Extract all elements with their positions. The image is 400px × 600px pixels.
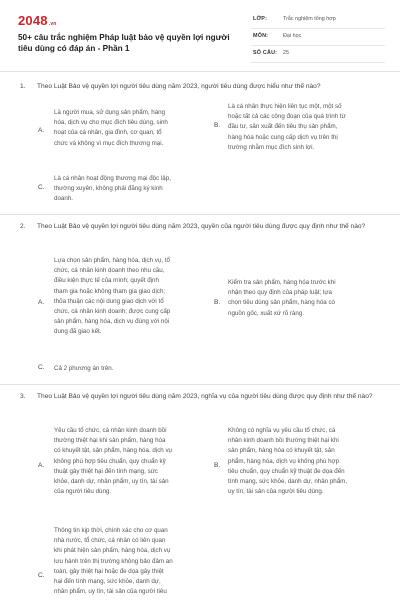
option-letter-c[interactable]: C.	[38, 184, 45, 191]
option-line: hóa, dịch vụ cho mục đích tiêu dùng, sinh	[54, 119, 168, 127]
question-number: 1.	[20, 83, 26, 90]
option-line: nhà nước, tổ chức, cá nhân có liên quan	[54, 537, 166, 545]
logo-suffix: .vn	[48, 21, 57, 27]
option-line: tham gia hoặc không tham gia giao dịch;	[54, 287, 166, 295]
option-line: Không có nghĩa vụ yêu cầu tổ chức, cá	[228, 427, 336, 434]
meta-row-class	[251, 12, 385, 29]
option-line: hoạt của cá nhân, gia đình, cơ quan, tổ	[54, 129, 162, 137]
question-divider	[0, 214, 400, 215]
option-line: hàng hóa hoặc cung cấp dịch vụ trên thị	[228, 133, 338, 141]
option-letter-a[interactable]: A.	[38, 299, 45, 306]
option-line: nhận theo quy định của pháp luật; lựa	[228, 289, 332, 297]
option-line: uy tín, tài sản của người tiêu dùng.	[228, 488, 324, 496]
option-letter-b[interactable]: B.	[214, 299, 221, 306]
option-line: thỏa thuận các nội dung giao dịch với tổ	[54, 297, 164, 305]
option-c[interactable]	[54, 526, 219, 597]
site-logo[interactable]	[18, 13, 57, 28]
meta-label-class: LỚP:	[253, 16, 268, 22]
option-line: nhân phẩm, uy tín, tài sản của người tiêu	[54, 588, 167, 596]
meta-label-subject: MÔN:	[253, 33, 269, 39]
option-line: Là cá nhân thực hiện liên tục một, một số	[228, 103, 342, 110]
option-line: tiêu chuẩn, quy chuẩn kỹ thuật đe dọa đến	[228, 467, 345, 475]
meta-value-count: 25	[283, 50, 289, 56]
option-line: hại đến tính mạng, sức khỏe, danh dự,	[54, 578, 161, 586]
option-line: khi phát hiện sản phẩm, hàng hóa, dịch vụ	[54, 547, 171, 555]
page-header	[0, 0, 400, 72]
option-letter-b[interactable]: B.	[214, 462, 221, 469]
option-letter-a[interactable]: A.	[38, 127, 45, 134]
option-line: chức, cá nhân kinh doanh theo nhu cầu,	[54, 267, 165, 275]
logo-text: 2048	[18, 13, 48, 28]
question-number: 2.	[20, 223, 26, 230]
page-title: 50+ câu trắc nghiệm Pháp luật bảo vệ quyền lợi người tiêu dùng có đáp án - Phần 1	[18, 33, 230, 53]
option-a[interactable]	[54, 426, 219, 497]
meta-value-class: Trắc nghiệm tổng hợp	[283, 16, 336, 22]
option-line: chọn tiêu dùng sản phẩm, hàng hóa có	[228, 299, 335, 307]
option-line: phẩm, hàng hóa, dịch vụ không phù hợp	[228, 457, 340, 465]
meta-row-count	[251, 46, 385, 63]
option-line: đầu tư, sản xuất đến tiêu thụ sản phẩm,	[228, 123, 338, 131]
question-text: Theo Luật Bảo vệ quyền lợi người tiêu dùng năm 2023, quyền của người tiêu dùng được quy định như thế nào?	[37, 223, 366, 230]
option-line: Thông tin kịp thời, chính xác cho cơ quan	[54, 527, 168, 534]
meta-label-count: SỐ CÂU:	[253, 50, 278, 56]
question-text: Theo Luật Bảo vệ quyền lợi người tiêu dùng năm 2023, nghĩa vụ của người tiêu dùng được quy định như thế nào?	[37, 393, 373, 400]
meta-info-table	[251, 12, 385, 63]
option-letter-c[interactable]: C.	[38, 572, 45, 579]
option-line: khỏe, danh dự, nhân phẩm, uy tín, tài sản	[54, 478, 169, 486]
option-b[interactable]	[228, 426, 393, 497]
option-line: doanh.	[54, 195, 73, 203]
option-line: hoặc tất cả các công đoạn của quá trình từ	[228, 113, 346, 121]
option-line: không phù hợp tiêu chuẩn, quy chuẩn kỹ	[54, 457, 166, 465]
option-line: lưu hành trên thị trường không bảo đảm an	[54, 557, 173, 565]
option-c[interactable]	[54, 174, 219, 205]
question-divider	[0, 384, 400, 385]
option-b[interactable]	[228, 102, 393, 153]
option-line: Lựa chọn sản phẩm, hàng hóa, dịch vụ, tổ	[54, 257, 170, 264]
option-line: thường xuyên, không phải đăng ký kinh	[54, 185, 163, 193]
question-text: Theo Luật Bảo vệ quyền lợi người tiêu dùng năm 2023, người tiêu dùng được hiểu như thế nào?	[37, 83, 321, 90]
option-line: chức, cá nhân kinh doanh; được cung cấp	[54, 308, 171, 316]
option-line: Cả 2 phương án trên.	[54, 365, 114, 372]
option-line: Là cá nhân hoạt động thương mại độc lập,	[54, 175, 171, 182]
option-line: sản phẩm, hàng hóa có khuyết tật, sản	[228, 447, 335, 455]
option-b[interactable]	[228, 278, 393, 319]
option-letter-a[interactable]: A.	[38, 462, 45, 469]
option-a[interactable]	[54, 108, 219, 149]
option-letter-b[interactable]: B.	[214, 122, 221, 129]
option-line: Là người mua, sử dụng sản phẩm, hàng	[54, 109, 166, 116]
option-line: nguồn gốc, xuất xứ rõ ràng.	[228, 309, 305, 317]
meta-value-subject: Đại học	[283, 33, 302, 39]
option-line: thuật gây thiệt hại đến tính mạng, sức	[54, 467, 158, 475]
option-line: Kiểm tra sản phẩm, hàng hóa trước khi	[228, 279, 336, 286]
option-line: toàn, gây thiệt hại hoặc đe dọa gây thiệt	[54, 567, 164, 575]
option-line: trường nhằm mục đích sinh lợi.	[228, 143, 315, 151]
option-letter-c[interactable]: C.	[38, 364, 45, 371]
option-line: của người tiêu dùng.	[54, 488, 112, 496]
option-line: sản phẩm, hàng hóa, dịch vụ đúng với nội	[54, 318, 170, 326]
meta-row-subject	[251, 29, 385, 46]
option-a[interactable]	[54, 256, 219, 338]
option-line: Yêu cầu tổ chức, cá nhân kinh doanh bồi	[54, 427, 167, 434]
option-line: chức và không vì mục đích thương mại.	[54, 139, 164, 147]
option-line: tính mạng, sức khỏe, danh dự, nhân phẩm,	[228, 478, 348, 486]
option-line: thường thiệt hại khi sản phẩm, hàng hóa	[54, 437, 166, 445]
option-line: nhân kinh doanh bồi thường thiệt hại khi	[228, 437, 339, 445]
option-line: có khuyết tật, sản phẩm, hàng hóa, dịch vụ	[54, 447, 172, 455]
option-c[interactable]	[54, 364, 219, 374]
question-number: 3.	[20, 393, 26, 400]
option-line: dung đã giao kết.	[54, 328, 102, 336]
option-line: điều kiện thực tế của mình; quyết định	[54, 277, 159, 285]
